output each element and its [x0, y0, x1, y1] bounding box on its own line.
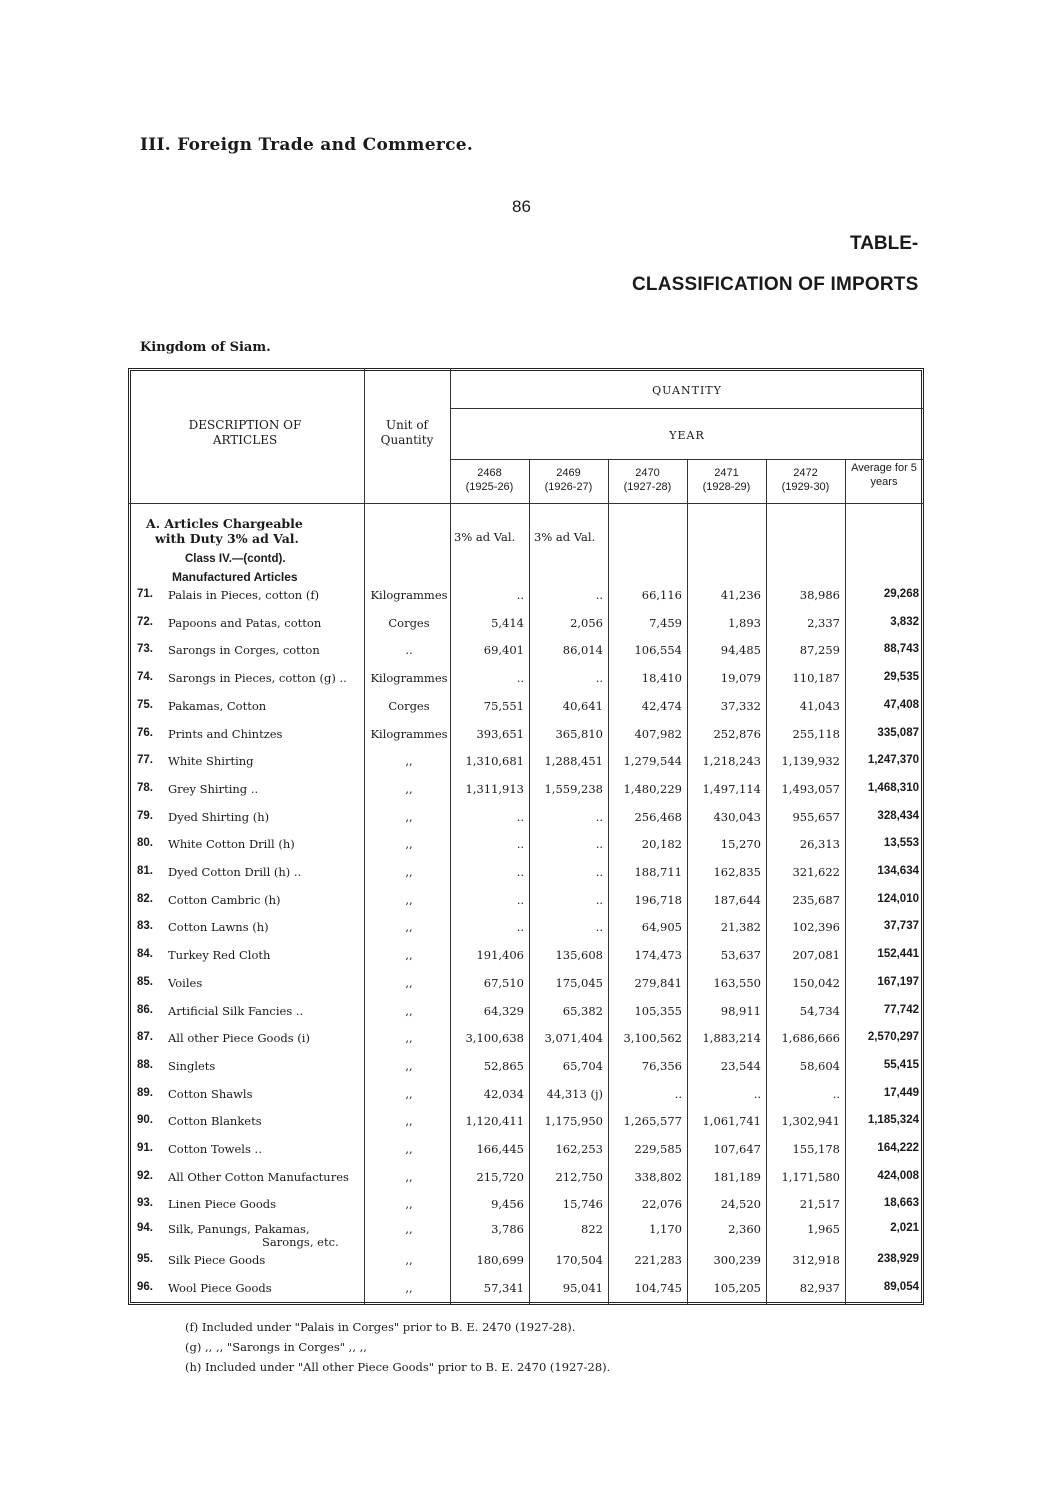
- value-cell: 312,918: [792, 1253, 840, 1267]
- value-cell: 41,236: [720, 588, 761, 602]
- value-cell: ..: [595, 671, 603, 685]
- value-cell: 2,337: [807, 616, 840, 630]
- row-number: 88.: [137, 1059, 153, 1071]
- row-description: White Cotton Drill (h): [168, 837, 295, 851]
- year-2470-header: 2470 (1927-28): [623, 467, 672, 493]
- row-description: Silk Piece Goods: [168, 1253, 266, 1267]
- footnote: (f) Included under "Palais in Corges" prior to B. E. 2470 (1927-28).: [185, 1320, 576, 1334]
- row-number: 84.: [137, 948, 153, 960]
- section-heading: III. Foreign Trade and Commerce.: [140, 135, 474, 155]
- row-number: 96.: [137, 1281, 153, 1293]
- value-cell: 300,239: [713, 1253, 761, 1267]
- row-description: Grey Shirting ..: [168, 782, 259, 796]
- average-cell: 29,535: [883, 671, 919, 683]
- row-description: Sarongs in Pieces, cotton (g) ..: [168, 671, 347, 685]
- value-cell: 95,041: [562, 1281, 603, 1295]
- average-cell: 2,021: [890, 1222, 919, 1234]
- value-cell: ..: [674, 1087, 682, 1101]
- row-unit: ,,: [405, 1031, 413, 1045]
- average-cell: 77,742: [883, 1004, 919, 1016]
- average-cell: 167,197: [877, 976, 919, 988]
- value-cell: 19,079: [720, 671, 761, 685]
- row-number: 95.: [137, 1253, 153, 1265]
- row-unit: ,,: [405, 1253, 413, 1267]
- value-cell: 87,259: [799, 643, 840, 657]
- value-cell: 1,265,577: [623, 1114, 682, 1128]
- value-cell: 52,865: [483, 1059, 524, 1073]
- value-cell: 26,313: [799, 837, 840, 851]
- value-cell: 255,118: [792, 727, 840, 741]
- row-description: Sarongs in Corges, cotton: [168, 643, 320, 657]
- row-unit: ,,: [405, 837, 413, 851]
- value-cell: 7,459: [649, 616, 682, 630]
- value-cell: 1,480,229: [623, 782, 682, 796]
- value-cell: 180,699: [476, 1253, 524, 1267]
- row-description: Singlets: [168, 1059, 216, 1073]
- class-line: Class IV.—(contd).: [185, 553, 286, 565]
- row-unit: ,,: [405, 1142, 413, 1156]
- value-cell: 279,841: [634, 976, 682, 990]
- value-cell: ..: [516, 671, 524, 685]
- average-cell: 164,222: [877, 1142, 919, 1154]
- value-cell: 5,414: [491, 616, 524, 630]
- row-unit: ,,: [405, 1059, 413, 1073]
- value-cell: ..: [516, 810, 524, 824]
- value-cell: 42,474: [641, 699, 682, 713]
- row-description-continued: Sarongs, etc.: [262, 1235, 339, 1249]
- value-cell: 2,056: [570, 616, 603, 630]
- value-cell: 9,456: [491, 1197, 524, 1211]
- value-cell: 1,310,681: [465, 754, 524, 768]
- row-number: 76.: [137, 727, 153, 739]
- value-cell: 430,043: [713, 810, 761, 824]
- value-cell: 110,187: [792, 671, 840, 685]
- header-rule: [450, 408, 924, 409]
- footnote: (h) Included under "All other Piece Goods" prior to B. E. 2470 (1927-28).: [185, 1360, 611, 1374]
- value-cell: 40,641: [562, 699, 603, 713]
- row-description: Artificial Silk Fancies ..: [168, 1004, 304, 1018]
- header-rule: [450, 459, 924, 460]
- value-cell: 98,911: [720, 1004, 761, 1018]
- value-cell: ..: [595, 893, 603, 907]
- value-cell: 22,076: [641, 1197, 682, 1211]
- average-cell: 1,468,310: [867, 782, 919, 794]
- value-cell: 54,734: [799, 1004, 840, 1018]
- average-cell: 89,054: [883, 1281, 919, 1293]
- average-cell: 424,008: [877, 1170, 919, 1182]
- value-cell: 1,175,950: [544, 1114, 603, 1128]
- value-cell: 393,651: [476, 727, 524, 741]
- value-cell: 166,445: [476, 1142, 524, 1156]
- row-description: Turkey Red Cloth: [168, 948, 271, 962]
- row-number: 78.: [137, 782, 153, 794]
- value-cell: 135,608: [555, 948, 603, 962]
- quantity-header: QUANTITY: [652, 384, 722, 397]
- row-description: White Shirting: [168, 754, 254, 768]
- value-cell: 23,544: [720, 1059, 761, 1073]
- value-cell: 1,893: [728, 616, 761, 630]
- row-number: 82.: [137, 893, 153, 905]
- value-cell: 58,604: [799, 1059, 840, 1073]
- subclass-line: Manufactured Articles: [172, 570, 298, 584]
- value-cell: ..: [516, 920, 524, 934]
- row-description: Dyed Shirting (h): [168, 810, 270, 824]
- category-line-2: with Duty 3% ad Val.: [155, 531, 299, 546]
- average-cell: 47,408: [883, 699, 919, 711]
- footnote: (g) ,, ,, "Sarongs in Corges" ,, ,,: [185, 1340, 367, 1354]
- value-cell: 256,468: [634, 810, 682, 824]
- value-cell: 191,406: [476, 948, 524, 962]
- row-description: Cotton Towels ..: [168, 1142, 262, 1156]
- value-cell: 1,139,932: [781, 754, 840, 768]
- average-cell: 3,832: [890, 616, 919, 628]
- average-cell: 335,087: [877, 727, 919, 739]
- row-number: 79.: [137, 810, 153, 822]
- row-description: Cotton Lawns (h): [168, 920, 269, 934]
- value-cell: 955,657: [792, 810, 840, 824]
- average-cell: 134,634: [877, 865, 919, 877]
- row-unit: Corges: [388, 699, 430, 713]
- row-description: Papoons and Patas, cotton: [168, 616, 322, 630]
- value-cell: 102,396: [792, 920, 840, 934]
- value-cell: 94,485: [720, 643, 761, 657]
- value-cell: 69,401: [483, 643, 524, 657]
- value-cell: 18,410: [641, 671, 682, 685]
- value-cell: 20,182: [641, 837, 682, 851]
- row-number: 94.: [137, 1222, 153, 1234]
- row-description: Voiles: [168, 976, 203, 990]
- row-unit: ,,: [405, 920, 413, 934]
- row-unit: ,,: [405, 1222, 413, 1236]
- value-cell: 104,745: [634, 1281, 682, 1295]
- value-cell: 1,170: [649, 1222, 682, 1236]
- value-cell: 76,356: [641, 1059, 682, 1073]
- year-2468-header: 2468 (1925-26): [465, 467, 514, 493]
- value-cell: 215,720: [476, 1170, 524, 1184]
- row-unit: ..: [405, 643, 413, 657]
- value-cell: 65,382: [562, 1004, 603, 1018]
- average-cell: 328,434: [877, 810, 919, 822]
- row-number: 83.: [137, 920, 153, 932]
- row-unit: ,,: [405, 976, 413, 990]
- value-cell: 1,965: [807, 1222, 840, 1236]
- row-number: 92.: [137, 1170, 153, 1182]
- value-cell: 1,279,544: [623, 754, 682, 768]
- value-cell: 163,550: [713, 976, 761, 990]
- value-cell: 229,585: [634, 1142, 682, 1156]
- row-unit: ,,: [405, 810, 413, 824]
- value-cell: 64,905: [641, 920, 682, 934]
- value-cell: 1,686,666: [781, 1031, 840, 1045]
- row-unit: Kilogrammes: [370, 671, 448, 685]
- value-cell: 38,986: [799, 588, 840, 602]
- value-cell: 3,071,404: [544, 1031, 603, 1045]
- row-unit: Kilogrammes: [370, 727, 448, 741]
- value-cell: 1,061,741: [702, 1114, 761, 1128]
- row-unit: ,,: [405, 948, 413, 962]
- value-cell: 1,171,580: [781, 1170, 840, 1184]
- row-number: 72.: [137, 616, 153, 628]
- row-description: Wool Piece Goods: [168, 1281, 272, 1295]
- value-cell: 1,288,451: [544, 754, 603, 768]
- average-cell: 17,449: [883, 1087, 919, 1099]
- row-number: 81.: [137, 865, 153, 877]
- average-cell: 2,570,297: [867, 1031, 919, 1043]
- value-cell: ..: [516, 893, 524, 907]
- year-header: YEAR: [669, 429, 705, 442]
- value-cell: 162,835: [713, 865, 761, 879]
- value-cell: 53,637: [720, 948, 761, 962]
- page-number: 86: [512, 197, 531, 216]
- value-cell: 187,644: [713, 893, 761, 907]
- value-cell: 175,045: [555, 976, 603, 990]
- average-cell: 1,185,324: [867, 1114, 919, 1126]
- value-cell: 65,704: [562, 1059, 603, 1073]
- value-cell: ..: [516, 865, 524, 879]
- value-cell: 1,559,238: [544, 782, 603, 796]
- average-cell: 1,247,370: [867, 754, 919, 766]
- value-cell: 221,283: [634, 1253, 682, 1267]
- average-cell: 152,441: [877, 948, 919, 960]
- duty-2468: 3% ad Val.: [454, 530, 516, 544]
- row-unit: ,,: [405, 1197, 413, 1211]
- row-description: All Other Cotton Manufactures: [168, 1170, 349, 1184]
- value-cell: ..: [595, 588, 603, 602]
- value-cell: 822: [581, 1222, 603, 1236]
- average-cell: 124,010: [877, 893, 919, 905]
- row-number: 71.: [137, 588, 153, 600]
- table-title: CLASSIFICATION OF IMPORTS: [632, 274, 919, 295]
- value-cell: 107,647: [713, 1142, 761, 1156]
- value-cell: ..: [595, 837, 603, 851]
- value-cell: 212,750: [555, 1170, 603, 1184]
- row-unit: ,,: [405, 893, 413, 907]
- year-2471-header: 2471 (1928-29): [702, 467, 751, 493]
- value-cell: 64,329: [483, 1004, 524, 1018]
- value-cell: 82,937: [799, 1281, 840, 1295]
- category-line-1: A. Articles Chargeable: [146, 516, 303, 531]
- row-number: 90.: [137, 1114, 153, 1126]
- value-cell: 3,100,562: [623, 1031, 682, 1045]
- value-cell: 44,313 (j): [546, 1087, 603, 1101]
- row-unit: ,,: [405, 1004, 413, 1018]
- row-number: 74.: [137, 671, 153, 683]
- row-description: Cotton Cambric (h): [168, 893, 281, 907]
- average-cell: 37,737: [883, 920, 919, 932]
- row-description: Prints and Chintzes: [168, 727, 283, 741]
- value-cell: 15,746: [562, 1197, 603, 1211]
- value-cell: 188,711: [634, 865, 682, 879]
- value-cell: 21,382: [720, 920, 761, 934]
- value-cell: 196,718: [634, 893, 682, 907]
- row-unit: Kilogrammes: [370, 588, 448, 602]
- value-cell: 57,341: [483, 1281, 524, 1295]
- value-cell: ..: [753, 1087, 761, 1101]
- value-cell: 252,876: [713, 727, 761, 741]
- row-number: 87.: [137, 1031, 153, 1043]
- value-cell: 3,100,638: [465, 1031, 524, 1045]
- row-unit: ,,: [405, 1281, 413, 1295]
- value-cell: ..: [516, 837, 524, 851]
- value-cell: ..: [595, 865, 603, 879]
- row-unit: ,,: [405, 1114, 413, 1128]
- value-cell: 106,554: [634, 643, 682, 657]
- row-description: Pakamas, Cotton: [168, 699, 267, 713]
- region-label: Kingdom of Siam.: [140, 340, 271, 355]
- row-unit: Corges: [388, 616, 430, 630]
- row-description: Cotton Blankets: [168, 1114, 262, 1128]
- row-description: Linen Piece Goods: [168, 1197, 277, 1211]
- value-cell: 1,218,243: [702, 754, 761, 768]
- value-cell: 67,510: [483, 976, 524, 990]
- value-cell: 162,253: [555, 1142, 603, 1156]
- value-cell: 42,034: [483, 1087, 524, 1101]
- value-cell: 1,883,214: [702, 1031, 761, 1045]
- row-unit: ,,: [405, 865, 413, 879]
- row-number: 93.: [137, 1197, 153, 1209]
- average-cell: 55,415: [883, 1059, 919, 1071]
- row-description: Cotton Shawls: [168, 1087, 253, 1101]
- value-cell: 338,802: [634, 1170, 682, 1184]
- row-number: 73.: [137, 643, 153, 655]
- average-cell: 13,553: [883, 837, 919, 849]
- value-cell: 207,081: [792, 948, 840, 962]
- row-description: Silk, Panungs, Pakamas,: [168, 1222, 310, 1236]
- value-cell: ..: [516, 588, 524, 602]
- average-cell: 18,663: [883, 1197, 919, 1209]
- year-2469-header: 2469 (1926-27): [544, 467, 593, 493]
- average-cell: 29,268: [883, 588, 919, 600]
- value-cell: 174,473: [634, 948, 682, 962]
- table-label: TABLE-: [850, 233, 919, 254]
- value-cell: 155,178: [792, 1142, 840, 1156]
- value-cell: 407,982: [634, 727, 682, 741]
- row-unit: ,,: [405, 1087, 413, 1101]
- value-cell: 105,355: [634, 1004, 682, 1018]
- value-cell: ..: [595, 920, 603, 934]
- value-cell: 105,205: [713, 1281, 761, 1295]
- average-cell: 88,743: [883, 643, 919, 655]
- value-cell: 15,270: [720, 837, 761, 851]
- value-cell: 321,622: [792, 865, 840, 879]
- row-description: Dyed Cotton Drill (h) ..: [168, 865, 302, 879]
- row-unit: ,,: [405, 782, 413, 796]
- duty-2469: 3% ad Val.: [534, 530, 596, 544]
- value-cell: 3,786: [491, 1222, 524, 1236]
- column-rule: [364, 368, 365, 1305]
- row-unit: ,,: [405, 754, 413, 768]
- row-number: 77.: [137, 754, 153, 766]
- value-cell: 365,810: [555, 727, 603, 741]
- average-header: Average for 5 years: [851, 462, 917, 488]
- value-cell: 21,517: [799, 1197, 840, 1211]
- value-cell: 86,014: [562, 643, 603, 657]
- value-cell: 24,520: [720, 1197, 761, 1211]
- value-cell: 37,332: [720, 699, 761, 713]
- description-header: DESCRIPTION OF ARTICLES: [188, 418, 302, 447]
- row-description: All other Piece Goods (i): [168, 1031, 310, 1045]
- row-unit: ,,: [405, 1170, 413, 1184]
- value-cell: 66,116: [641, 588, 682, 602]
- row-number: 85.: [137, 976, 153, 988]
- value-cell: ..: [832, 1087, 840, 1101]
- value-cell: 181,189: [713, 1170, 761, 1184]
- value-cell: ..: [595, 810, 603, 824]
- unit-header: Unit of Quantity: [380, 418, 434, 447]
- row-number: 75.: [137, 699, 153, 711]
- value-cell: 1,302,941: [781, 1114, 840, 1128]
- value-cell: 75,551: [483, 699, 524, 713]
- value-cell: 1,497,114: [702, 782, 761, 796]
- value-cell: 170,504: [555, 1253, 603, 1267]
- value-cell: 235,687: [792, 893, 840, 907]
- row-number: 91.: [137, 1142, 153, 1154]
- value-cell: 41,043: [799, 699, 840, 713]
- value-cell: 1,311,913: [465, 782, 524, 796]
- year-2472-header: 2472 (1929-30): [781, 467, 830, 493]
- row-description: Palais in Pieces, cotton (f): [168, 588, 320, 602]
- row-number: 89.: [137, 1087, 153, 1099]
- value-cell: 1,120,411: [465, 1114, 524, 1128]
- value-cell: 1,493,057: [781, 782, 840, 796]
- row-number: 86.: [137, 1004, 153, 1016]
- value-cell: 2,360: [728, 1222, 761, 1236]
- average-cell: 238,929: [877, 1253, 919, 1265]
- header-rule: [128, 503, 924, 504]
- value-cell: 150,042: [792, 976, 840, 990]
- row-number: 80.: [137, 837, 153, 849]
